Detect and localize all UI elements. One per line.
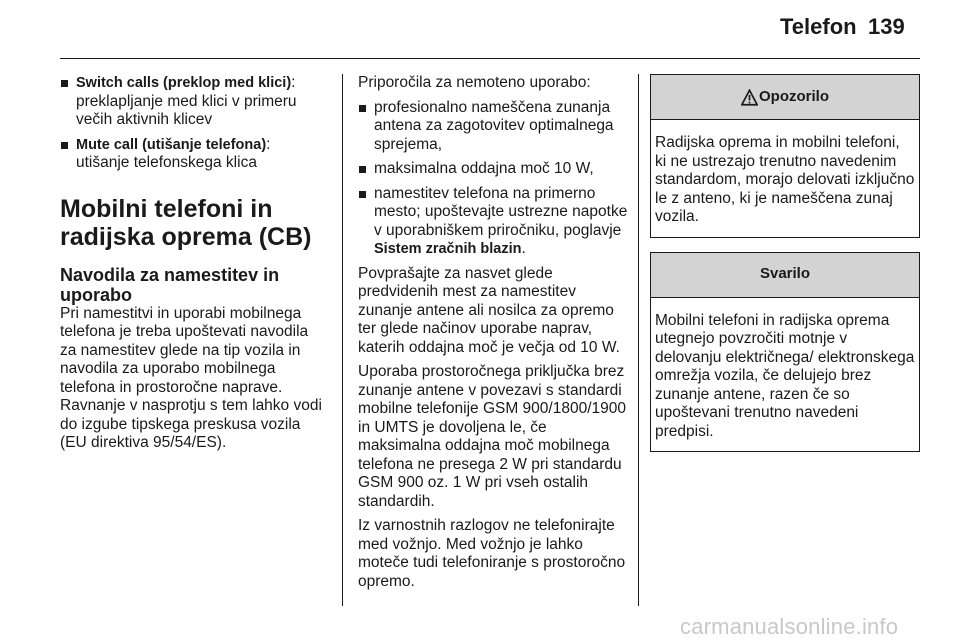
column-divider-1 [342, 74, 343, 606]
watermark: carmanualsonline.info [680, 614, 899, 639]
column-divider-2 [638, 74, 639, 606]
list-item [60, 74, 328, 130]
warning-box [650, 74, 920, 238]
body-paragraph: Uporaba prostoročnega priključka brez zunanje antene v povezavi s standardi mobilne telefonije GSM 900/1800/1900 in UMTS je dovoljena le, če maksimalna oddajna moč mobilnega telefona ne presega 2 W pri standardu GSM 900 oz. 1 W pri vseh ostalih standardih. [358, 363, 626, 510]
list-item [358, 185, 628, 259]
bullet-text: maksimalna oddajna moč 10 W, [374, 160, 594, 177]
body-paragraph: Povprašajte za nasvet glede predvidenih mest za namestitev zunanje antene ali nosilca za opremo ter glede načinov uporabe naprav, katerih oddajna moč je večja od 10 W. [358, 264, 620, 356]
list-item [358, 99, 628, 155]
caution-title: Svarilo [759, 265, 811, 283]
caution-box [650, 252, 920, 453]
warning-triangle-icon [741, 89, 758, 106]
warning-text: Radijska oprema in mobilni telefoni, ki ne ustrezajo trenutno navedenim standardom, morajo delovati izključno le z anteno, ki je nameščena zunaj vozila. [655, 134, 915, 225]
bullet-text: : utišanje telefonskega klica [76, 135, 271, 171]
bullet-text: profesionalno nameščena zunanja antena za zagotovitev optimalnega sprejema, [374, 98, 614, 153]
bullet-square-icon [61, 80, 68, 87]
bullet-square-icon [359, 191, 366, 198]
left-column [60, 74, 328, 459]
page-header-title: Telefon [780, 14, 857, 39]
bullet-square-icon [61, 142, 68, 149]
chapter-reference-link: Sistem zračnih blazin [374, 241, 522, 257]
middle-column [358, 74, 628, 597]
subsection-heading: Navodila za namestitev in uporabo [60, 264, 280, 305]
bullet-square-icon [359, 105, 366, 112]
bullet-square-icon [359, 166, 366, 173]
body-paragraph: Iz varnostnih razlogov ne telefonirajte med vožnjo. Med vožnjo je lahko moteče tudi telefoniranje s prostoročno opremo. [358, 517, 626, 590]
caution-box-header [651, 253, 919, 298]
body-paragraph: Pri namestitvi in uporabi mobilnega telefona je treba upoštevati navodila za namestitev glede na tip vozila in navodila za uporabo mobilnega telefona in prostoročne naprave. Ravnanje v nasprotju s tem lahko vodi do izgube tipskega preskusa vozila (EU direktiva 95/54/ES). [60, 304, 322, 451]
warning-title: Opozorilo [759, 87, 829, 105]
page-number: 139 [868, 14, 905, 39]
intro-text: Priporočila za nemoteno uporabo: [358, 74, 591, 91]
warning-box-header [651, 75, 919, 120]
list-item [358, 160, 628, 179]
caution-text: Mobilni telefoni in radijska oprema utegnejo povzročiti motnje v delovanju električnega/ elektronskega omrežja vozila, če delujejo brez zunanje antene, razen če so upoštevani trenutno navedeni predpisi. [655, 311, 915, 440]
bullet-text: namestitev telefona na primerno mesto; upoštevajte ustrezne napotke v uporabniškem priročniku, poglavje [374, 184, 628, 239]
bullet-term: Switch calls (preklop med klici) [76, 75, 292, 91]
bullet-term: Mute call (utišanje telefona) [76, 136, 267, 153]
section-heading: Mobilni telefoni in radijska oprema (CB) [60, 194, 312, 251]
bullet-text: : preklapljanje med klici v primeru večih aktivnih klicev [76, 74, 297, 128]
right-column [650, 74, 920, 466]
list-item [60, 136, 328, 173]
header-divider [60, 58, 920, 59]
bullet-suffix: . [521, 240, 526, 257]
